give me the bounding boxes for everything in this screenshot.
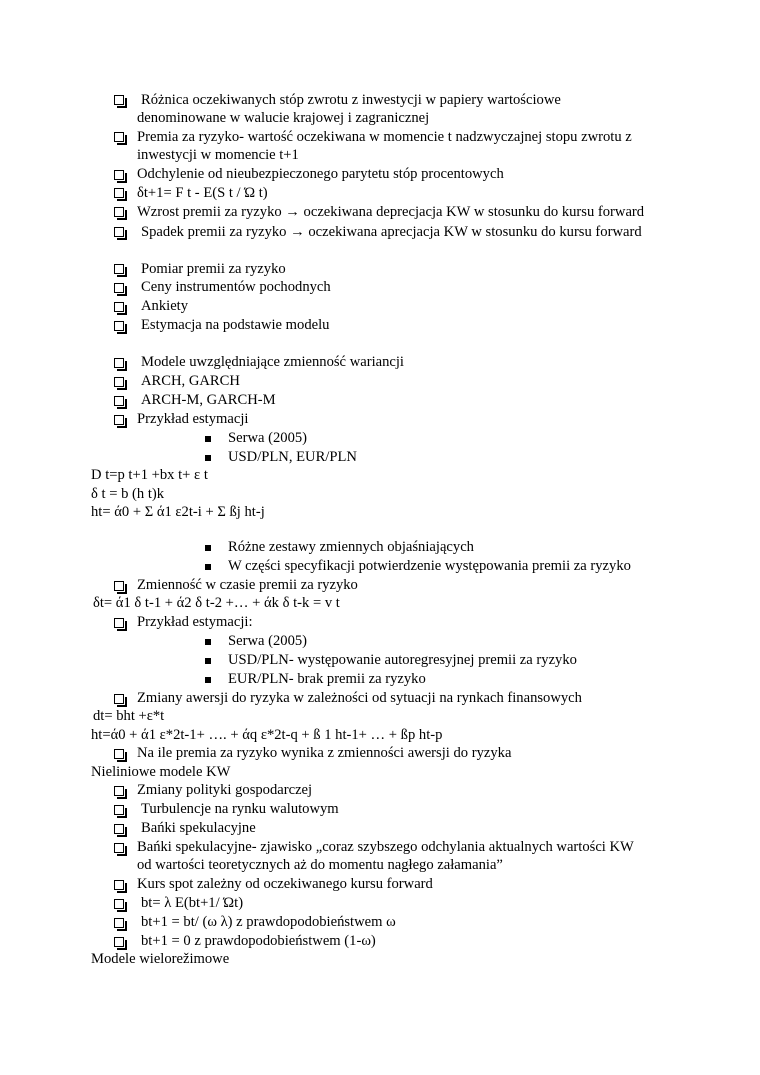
sub-item-text: USD/PLN, EUR/PLN	[228, 449, 357, 465]
checkbox-bullet-icon	[114, 843, 124, 853]
list-item-text: ARCH-M, GARCH-M	[141, 392, 276, 408]
sub-item-text: W części specyfikacji potwierdzenie występowania premii za ryzyko	[228, 558, 631, 574]
checkbox-bullet-icon	[114, 377, 124, 387]
square-bullet-icon	[205, 677, 211, 683]
checkbox-bullet-icon	[114, 937, 124, 947]
sub-item-text: USD/PLN- występowanie autoregresyjnej premii za ryzyko	[228, 652, 577, 668]
list-item-text-continued: denominowane w walucie krajowej i zagranicznej	[137, 110, 430, 126]
list-item-text: Bańki spekulacyjne	[141, 820, 256, 836]
sub-item-text: EUR/PLN- brak premii za ryzyko	[228, 671, 426, 687]
equation: ht=ά0 + ά1 ε*2t-1+ …. + άq ε*2t-q + ß 1 ht-1+ … + ßp ht-p	[91, 727, 443, 743]
checkbox-bullet-icon	[114, 170, 124, 180]
checkbox-bullet-icon	[114, 132, 124, 142]
list-item-text: Spadek premii za ryzyko → oczekiwana aprecjacja KW w stosunku do kursu forward	[141, 224, 642, 240]
list-item-text: Zmienność w czasie premii za ryzyko	[137, 577, 358, 593]
checkbox-bullet-icon	[114, 283, 124, 293]
sub-item-text: Różne zestawy zmiennych objaśniających	[228, 539, 474, 555]
checkbox-bullet-icon	[114, 880, 124, 890]
list-item-text: Zmiany awersji do ryzyka w zależności od sytuacji na rynkach finansowych	[137, 690, 582, 706]
list-item-text: Przykład estymacji:	[137, 614, 253, 630]
equation: dt= bht +ε*t	[93, 708, 165, 724]
checkbox-bullet-icon	[114, 694, 124, 704]
checkbox-bullet-icon	[114, 227, 124, 237]
list-item-text: Na ile premia za ryzyko wynika z zmienności awersji do ryzyka	[137, 745, 512, 761]
checkbox-bullet-icon	[114, 581, 124, 591]
checkbox-bullet-icon	[114, 918, 124, 928]
list-item-text-continued: od wartości teoretycznych aż do momentu nagłego załamania”	[137, 857, 503, 873]
checkbox-bullet-icon	[114, 188, 124, 198]
checkbox-bullet-icon	[114, 358, 124, 368]
checkbox-bullet-icon	[114, 618, 124, 628]
list-item-text: bt= λ E(bt+1/ Ώt)	[141, 895, 244, 911]
list-item-text: Modele uwzględniające zmienność wariancji	[141, 354, 404, 370]
list-item-text: Bańki spekulacyjne- zjawisko „coraz szybszego odchylania aktualnych wartości KW	[137, 839, 634, 855]
checkbox-bullet-icon	[114, 899, 124, 909]
list-item-text: Przykład estymacji	[137, 411, 249, 427]
equation: ht= ά0 + Σ ά1 ε2t-i + Σ ßj ht-j	[91, 504, 265, 520]
list-item-text: ARCH, GARCH	[141, 373, 240, 389]
list-item-text: Zmiany polityki gospodarczej	[137, 782, 313, 798]
list-item-text: Kurs spot zależny od oczekiwanego kursu forward	[137, 876, 433, 892]
checkbox-bullet-icon	[114, 207, 124, 217]
square-bullet-icon	[205, 564, 211, 570]
square-bullet-icon	[205, 658, 211, 664]
checkbox-bullet-icon	[114, 396, 124, 406]
square-bullet-icon	[205, 436, 211, 442]
equation: δ t = b (h t)k	[91, 486, 165, 502]
sub-item-text: Serwa (2005)	[228, 633, 308, 649]
checkbox-bullet-icon	[114, 805, 124, 815]
equation: δt= ά1 δ t-1 + ά2 δ t-2 +… + άk δ t-k = v t	[93, 595, 340, 611]
square-bullet-icon	[205, 545, 211, 551]
list-item-text: δt+1= F t - E(S t / Ώ t)	[137, 185, 268, 201]
list-item-text: Pomiar premii za ryzyko	[141, 261, 286, 277]
checkbox-bullet-icon	[114, 264, 124, 274]
section-heading: Nieliniowe modele KW	[91, 764, 231, 780]
equation: D t=p t+1 +bx t+ ε t	[91, 467, 208, 483]
checkbox-bullet-icon	[114, 786, 124, 796]
list-item-text: bt+1 = bt/ (ω λ) z prawdopodobieństwem ω	[141, 914, 396, 930]
square-bullet-icon	[205, 639, 211, 645]
checkbox-bullet-icon	[114, 321, 124, 331]
list-item-text: Premia za ryzyko- wartość oczekiwana w momencie t nadzwyczajnej stopu zwrotu z	[137, 129, 632, 145]
section-heading: Modele wielorežimowe	[91, 951, 230, 967]
sub-item-text: Serwa (2005)	[228, 430, 308, 446]
checkbox-bullet-icon	[114, 824, 124, 834]
square-bullet-icon	[205, 455, 211, 461]
list-item-text: Różnica oczekiwanych stóp zwrotu z inwestycji w papiery wartościowe	[141, 92, 561, 108]
list-item-text: Wzrost premii za ryzyko → oczekiwana deprecjacja KW w stosunku do kursu forward	[137, 204, 645, 220]
checkbox-bullet-icon	[114, 749, 124, 759]
list-item-text: Ankiety	[141, 298, 189, 314]
list-item-text: bt+1 = 0 z prawdopodobieństwem (1-ω)	[141, 933, 376, 949]
list-item-text-continued: inwestycji w momencie t+1	[137, 147, 299, 163]
checkbox-bullet-icon	[114, 302, 124, 312]
list-item-text: Odchylenie od nieubezpieczonego parytetu stóp procentowych	[137, 166, 504, 182]
list-item-text: Turbulencje na rynku walutowym	[141, 801, 339, 817]
list-item-text: Estymacja na podstawie modelu	[141, 317, 330, 333]
checkbox-bullet-icon	[114, 95, 124, 105]
list-item-text: Ceny instrumentów pochodnych	[141, 279, 331, 295]
checkbox-bullet-icon	[114, 415, 124, 425]
